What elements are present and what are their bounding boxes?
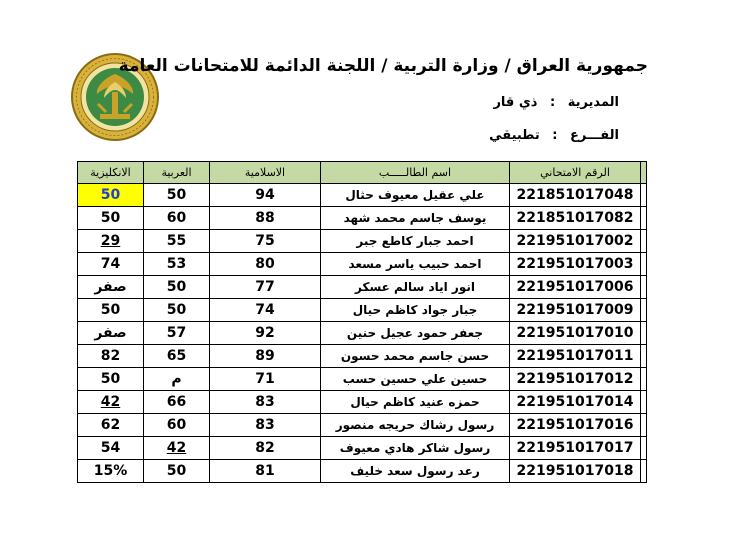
table-row — [78, 391, 647, 414]
cell-english: 74 — [78, 253, 144, 276]
cell-islamic: 89 — [210, 345, 321, 368]
cell-exam-number: 221951017009 — [510, 299, 641, 322]
cell-edge — [641, 253, 647, 276]
cell-islamic: 94 — [210, 184, 321, 207]
cell-exam-number: 221951017012 — [510, 368, 641, 391]
cell-student-name: احمد حبيب ياسر مسعد — [321, 253, 510, 276]
cell-exam-number: 221951017014 — [510, 391, 641, 414]
table-header-row — [78, 162, 647, 184]
cell-english: 50 — [78, 184, 144, 207]
branch-label: الفـــرع — [570, 128, 619, 143]
cell-exam-number: 221951017006 — [510, 276, 641, 299]
branch-value: تطبيقي — [489, 128, 540, 143]
cell-edge — [641, 230, 647, 253]
table-row — [78, 414, 647, 437]
cell-islamic: 80 — [210, 253, 321, 276]
cell-arabic: 66 — [144, 391, 210, 414]
directorate-label: المديرية — [567, 95, 619, 110]
column-header-arabic: العربية — [144, 162, 210, 184]
cell-english: 29 — [78, 230, 144, 253]
cell-english: صفر — [78, 276, 144, 299]
cell-english: 42 — [78, 391, 144, 414]
page-title: جمهورية العراق / وزارة التربية / اللجنة الدائمة للامتحانات العامة — [118, 56, 648, 76]
cell-student-name: يوسف جاسم محمد شهد — [321, 207, 510, 230]
cell-arabic: 57 — [144, 322, 210, 345]
cell-exam-number: 221851017048 — [510, 184, 641, 207]
directorate-value: ذي قار — [493, 95, 538, 110]
cell-exam-number: 221951017011 — [510, 345, 641, 368]
cell-exam-number: 221951017003 — [510, 253, 641, 276]
cell-english: 62 — [78, 414, 144, 437]
cell-student-name: انور اياد سالم عسكر — [321, 276, 510, 299]
branch-row — [489, 128, 619, 143]
cell-islamic: 74 — [210, 299, 321, 322]
cell-edge — [641, 345, 647, 368]
cell-edge — [641, 460, 647, 483]
table-row — [78, 253, 647, 276]
table-row — [78, 207, 647, 230]
cell-edge — [641, 299, 647, 322]
column-header-english: الانكليزية — [78, 162, 144, 184]
column-header-edge — [641, 162, 647, 184]
cell-edge — [641, 322, 647, 345]
cell-arabic: 53 — [144, 253, 210, 276]
table-row — [78, 460, 647, 483]
cell-edge — [641, 207, 647, 230]
cell-student-name: علي عقيل معيوف حثال — [321, 184, 510, 207]
cell-edge — [641, 414, 647, 437]
table-row — [78, 322, 647, 345]
column-header-islamic: الاسلامية — [210, 162, 321, 184]
cell-islamic: 75 — [210, 230, 321, 253]
cell-islamic: 81 — [210, 460, 321, 483]
cell-english: 82 — [78, 345, 144, 368]
table-row — [78, 368, 647, 391]
cell-exam-number: 221851017082 — [510, 207, 641, 230]
cell-english: 54 — [78, 437, 144, 460]
column-header-exam-number: الرقم الامتحاني — [510, 162, 641, 184]
cell-arabic: 65 — [144, 345, 210, 368]
cell-arabic: 60 — [144, 414, 210, 437]
column-header-student-name: اسم الطالـــــب — [321, 162, 510, 184]
cell-islamic: 71 — [210, 368, 321, 391]
table-row — [78, 184, 647, 207]
cell-exam-number: 221951017010 — [510, 322, 641, 345]
cell-exam-number: 221951017018 — [510, 460, 641, 483]
table-row — [78, 230, 647, 253]
cell-english: 50 — [78, 207, 144, 230]
cell-student-name: حسين علي حسين حسب — [321, 368, 510, 391]
cell-arabic: 50 — [144, 299, 210, 322]
cell-exam-number: 221951017002 — [510, 230, 641, 253]
results-table — [77, 161, 647, 483]
cell-edge — [641, 184, 647, 207]
cell-islamic: 77 — [210, 276, 321, 299]
cell-english: 50 — [78, 299, 144, 322]
directorate-colon: : — [549, 95, 556, 110]
cell-student-name: جعفر حمود عجيل حنين — [321, 322, 510, 345]
cell-student-name: رسول شاكر هادي معيوف — [321, 437, 510, 460]
cell-edge — [641, 368, 647, 391]
cell-exam-number: 221951017017 — [510, 437, 641, 460]
branch-colon: : — [552, 128, 558, 143]
cell-student-name: حسن جاسم محمد حسون — [321, 345, 510, 368]
cell-arabic: 50 — [144, 276, 210, 299]
cell-student-name: رسول رشاك حريجه منصور — [321, 414, 510, 437]
cell-student-name: حمزه عنيد كاظم حيال — [321, 391, 510, 414]
cell-islamic: 83 — [210, 414, 321, 437]
cell-islamic: 83 — [210, 391, 321, 414]
cell-english: صفر — [78, 322, 144, 345]
table-row — [78, 345, 647, 368]
cell-edge — [641, 391, 647, 414]
cell-english: 15% — [78, 460, 144, 483]
cell-arabic: م — [144, 368, 210, 391]
table-row — [78, 276, 647, 299]
cell-arabic: 50 — [144, 184, 210, 207]
cell-arabic: 42 — [144, 437, 210, 460]
cell-islamic: 88 — [210, 207, 321, 230]
cell-arabic: 60 — [144, 207, 210, 230]
table-row — [78, 437, 647, 460]
cell-exam-number: 221951017016 — [510, 414, 641, 437]
cell-student-name: احمد جبار كاطع جبر — [321, 230, 510, 253]
cell-arabic: 55 — [144, 230, 210, 253]
directorate-row — [493, 95, 619, 110]
cell-edge — [641, 276, 647, 299]
cell-edge — [641, 437, 647, 460]
cell-islamic: 82 — [210, 437, 321, 460]
cell-student-name: جبار جواد كاظم حيال — [321, 299, 510, 322]
cell-student-name: رعد رسول سعد خليف — [321, 460, 510, 483]
cell-arabic: 50 — [144, 460, 210, 483]
table-row — [78, 299, 647, 322]
cell-islamic: 92 — [210, 322, 321, 345]
cell-english: 50 — [78, 368, 144, 391]
